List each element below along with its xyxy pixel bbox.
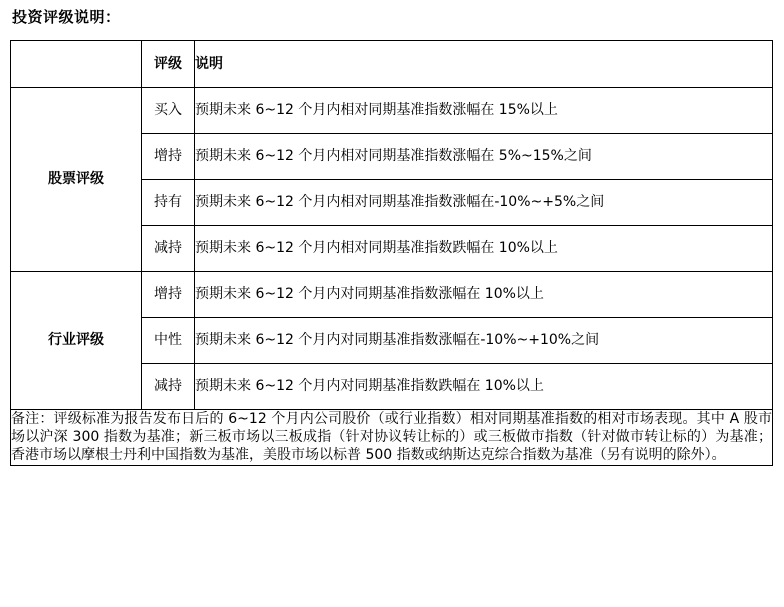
page-title: 投资评级说明： (12, 8, 121, 26)
group-industry-rating: 行业评级 (11, 272, 142, 410)
rating-description: 预期未来 6~12 个月内对同期基准指数涨幅在-10%~+10%之间 (195, 318, 773, 364)
rating-description: 预期未来 6~12 个月内对同期基准指数跌幅在 10%以上 (195, 364, 773, 410)
remark-row (11, 410, 773, 466)
rating-description: 预期未来 6~12 个月内相对同期基准指数涨幅在 5%~15%之间 (195, 134, 773, 180)
table-row (11, 272, 773, 318)
header-blank-cell (11, 41, 142, 88)
rating-level: 增持 (142, 272, 195, 318)
rating-description: 预期未来 6~12 个月内相对同期基准指数涨幅在-10%~+5%之间 (195, 180, 773, 226)
rating-level: 增持 (142, 134, 195, 180)
header-level: 评级 (142, 41, 195, 88)
rating-explanation-table (10, 40, 773, 466)
rating-description: 预期未来 6~12 个月内相对同期基准指数涨幅在 15%以上 (195, 88, 773, 134)
header-description: 说明 (195, 41, 773, 88)
rating-level: 减持 (142, 226, 195, 272)
remark-text: 备注：评级标准为报告发布日后的 6~12 个月内公司股价（或行业指数）相对同期基准指数的相对市场表现。其中 A 股市场以沪深 300 指数为基准；新三板市场以三板成指（针对协议转让标的）或三板做市指数（针对做市转让标的）为基准；香港市场以摩根士丹利中国指数为基准，美股市场以标普 500 指数或纳斯达克综合指数为基准（另有说明的除外）。 (11, 411, 772, 464)
table-row (11, 88, 773, 134)
table-header-row (11, 41, 773, 88)
rating-level: 持有 (142, 180, 195, 226)
rating-level: 买入 (142, 88, 195, 134)
rating-description: 预期未来 6~12 个月内对同期基准指数涨幅在 10%以上 (195, 272, 773, 318)
rating-level: 减持 (142, 364, 195, 410)
group-stock-rating: 股票评级 (11, 88, 142, 272)
rating-level: 中性 (142, 318, 195, 364)
rating-description: 预期未来 6~12 个月内相对同期基准指数跌幅在 10%以上 (195, 226, 773, 272)
